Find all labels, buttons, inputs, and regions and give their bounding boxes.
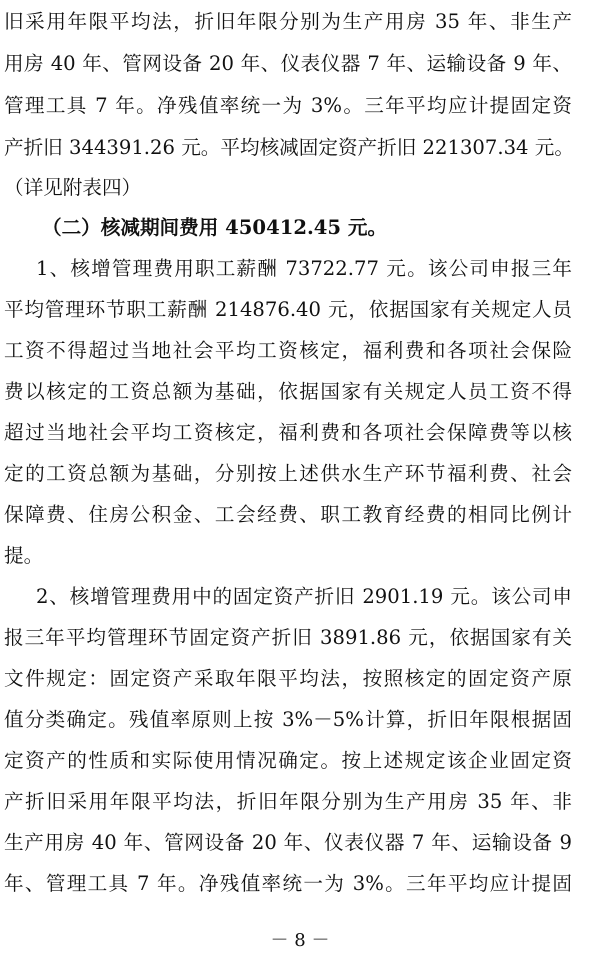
page-number: － 8 － — [270, 930, 330, 951]
text-line: 旧采用年限平均法，折旧年限分别为生产用房 35 年、非生产 — [4, 10, 572, 33]
text-line: 用房 40 年、管网设备 20 年、仪表仪器 7 年、运输设备 9 年、 — [4, 52, 572, 75]
section-heading: （二）核减期间费用 450412.45 元。 — [42, 216, 388, 239]
text-line: 平均管理环节职工薪酬 214876.40 元，依据国家有关规定人员 — [4, 298, 572, 321]
text-line: 超过当地社会平均工资核定，福利费和各项社会保障费等以核 — [4, 421, 572, 444]
text-line: （详见附表四） — [4, 176, 142, 199]
text-line: 费以核定的工资总额为基础，依据国家有关规定人员工资不得 — [4, 380, 572, 403]
text-line: 定的工资总额为基础，分别按上述供水生产环节福利费、社会 — [4, 462, 572, 485]
text-line: 提。 — [4, 544, 44, 567]
text-line: 文件规定：固定资产采取年限平均法，按照核定的固定资产原 — [4, 667, 572, 690]
text-line: 产折旧采用年限平均法，折旧年限分别为生产用房 35 年、非 — [4, 790, 572, 813]
text-line: 1、核增管理费用职工薪酬 73722.77 元。该公司申报三年 — [36, 257, 572, 280]
text-line: 工资不得超过当地社会平均工资核定，福利费和各项社会保险 — [4, 339, 572, 362]
text-line: 值分类确定。残值率原则上按 3%－5%计算，折旧年限根据固 — [4, 708, 572, 731]
text-line: 生产用房 40 年、管网设备 20 年、仪表仪器 7 年、运输设备 9 — [4, 831, 572, 854]
text-line: 产折旧 344391.26 元。平均核减固定资产折旧 221307.34 元。 — [4, 136, 574, 159]
text-line: 定资产的性质和实际使用情况确定。按上述规定该企业固定资 — [4, 749, 572, 772]
text-line: 年、管理工具 7 年。净残值率统一为 3%。三年平均应计提固 — [4, 872, 572, 895]
text-line: 管理工具 7 年。净残值率统一为 3%。三年平均应计提固定资 — [4, 94, 572, 117]
text-line: 2、核增管理费用中的固定资产折旧 2901.19 元。该公司申 — [36, 585, 572, 608]
text-line: 报三年平均管理环节固定资产折旧 3891.86 元，依据国家有关 — [4, 626, 572, 649]
text-line: 保障费、住房公积金、工会经费、职工教育经费的相同比例计 — [4, 503, 572, 526]
